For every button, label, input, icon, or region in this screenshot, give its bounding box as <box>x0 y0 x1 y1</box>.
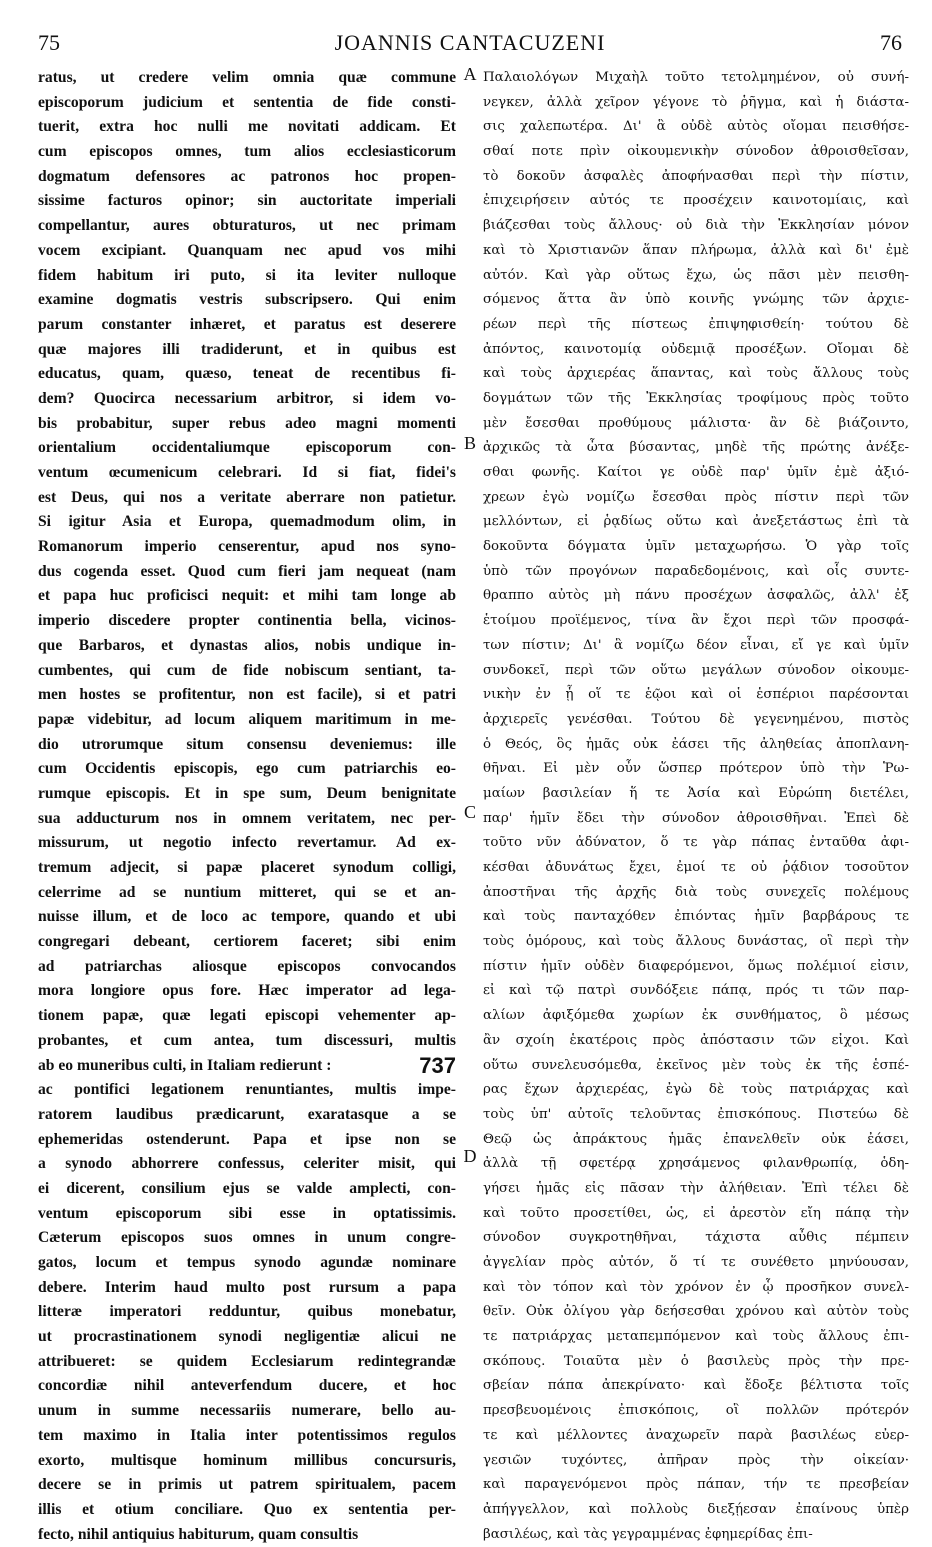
latin-line: Si igitur Asia et Europa, quemadmodum olim, in <box>38 513 456 531</box>
greek-line: ὑπὸ τῶν προγόνων παραδεδομένοις, καὶ οἷς συντε- <box>483 563 909 579</box>
latin-line: Cæterum episcopos suos omnes in unum congre- <box>38 1229 456 1247</box>
greek-line: ρας ἔχων ἀρχιερέας, ἐγὼ δὲ τοὺς πατριάρχας καὶ <box>483 1082 909 1098</box>
latin-line: a synodo abhorrere confessus, celeriter misit, qui <box>38 1155 456 1173</box>
latin-line: litteræ imperatori redduntur, quibus monebatur, <box>38 1303 456 1321</box>
running-head: JOANNIS CANTACUZENI <box>334 30 606 55</box>
section-marker-a: A <box>463 64 477 84</box>
latin-line: et papa huc proficisci nequit: et mihi tam longe ab <box>38 587 456 605</box>
greek-line: τοῦτο νῦν ἀδύνατον, ὅ τε γὰρ πάπας ἐνταῦθα ἀφι- <box>483 835 909 851</box>
greek-line: γεσιῶν τυχόντες, ἀπῆραν πρὸς τὴν οἰκείαν· <box>483 1452 909 1468</box>
latin-line: nuisse illum, et de loco ac tempore, quando et ubi <box>38 908 456 926</box>
latin-line: cum Occidentis episcopis, ego cum patriarchis eo- <box>38 760 456 778</box>
latin-line: missurum, ut negotio infecto revertamur. Ad ex- <box>38 834 456 852</box>
latin-line: debere. Interim haud multo post rursum a papa <box>38 1278 456 1296</box>
greek-line: ἀποστῆναι τῆς ἀρχῆς διὰ τοὺς συνεχεῖς πολέμους <box>483 884 909 900</box>
greek-line: σβείαν πάπα ἀπεκρίνατο· καὶ ἔδοξε βέλτιστα τοῖς <box>483 1378 909 1394</box>
latin-line: illis et otium conciliare. Quo ex sententia per- <box>38 1500 456 1518</box>
latin-line: attribueret: se quidem Ecclesiarum redintegrandæ <box>38 1352 456 1370</box>
latin-line: vocem excipiant. Quanquam nec apud vos mihi <box>38 241 456 259</box>
greek-line: καὶ τοὺς ἀρχιερέας ἅπαντας, καὶ τοὺς ἄλλους τοὺς <box>483 366 909 382</box>
greek-line: οὕτω συνελευσόμεθα, ἐκεῖνος μὲν τοὺς ἐκ τῆς ἑσπέ- <box>483 1057 909 1073</box>
greek-line: μελλόντων, εἰ ῥᾳδίως οὕτω καὶ ἀνεξετάστως ἐπὶ τὰ <box>483 514 909 530</box>
greek-line: νεγκεν, ἀλλὰ χεῖρον γέγονε τὸ ῥῆγμα, καὶ ἡ διάστα- <box>483 94 909 110</box>
latin-line: ratus, ut credere velim omnia quæ commune <box>38 69 456 86</box>
greek-line: τοὺς ὑπ' αὐτοῖς τελοῦντας ἐπισκόπους. Πιστεύω δὲ <box>483 1106 909 1122</box>
greek-line: νικὴν ἐν ᾗ οἵ τε ἑῷοι καὶ οἱ ἑσπέριοι παρέσονται <box>483 687 909 703</box>
greek-line: ἀγγελίαν πρὸς αὐτόν, ὅ τί τε συνέθετο μηνύουσαν, <box>483 1255 909 1270</box>
greek-line: σόμενος ἅττα ἂν ὑπὸ κοινῆς γνώμης τῶν ἀρχιε- <box>483 292 909 308</box>
greek-line: σκόπους. Τοιαῦτα μὲν ὁ βασιλεὺς πρὸς τὴν πρε- <box>483 1353 909 1369</box>
greek-line: καὶ παραγενόμενοι πρὸς πάπαν, τήν τε πρεσβείαν <box>483 1477 909 1493</box>
latin-line: probantes, et cum antea, tum discessuri, multis <box>38 1031 456 1049</box>
greek-line: καὶ τὸ Χριστιανῶν ἅπαν πλήρωμα, ἀλλὰ καὶ δι' ἐμὲ <box>483 242 909 258</box>
greek-line: ἀπήγγελλον, καὶ πολλοὺς διεξῄεσαν ἐπαίνους ὑπὲρ <box>483 1501 909 1517</box>
latin-line: imperio discedere propter continentia bella, vicinos- <box>38 612 456 630</box>
greek-line: θῆναι. Εἰ μὲν οὖν ὥσπερ πρότερον ὑπὸ τὴν Ῥω- <box>483 761 909 777</box>
latin-line: ratorem laudibus prædicarunt, exaratasque a se <box>38 1105 456 1123</box>
greek-line: Παλαιολόγων Μιχαὴλ τοῦτο τετολμημένον, οὐ συνή- <box>483 70 909 85</box>
latin-line: dus cogenda esset. Quod cum fieri jam nequeat (nam <box>38 562 456 580</box>
latin-line: tem maximo in Italia inter potentissimos regulos <box>38 1426 456 1444</box>
latin-line: sissime facturos opinor; sin auctoritate imperiali <box>38 192 456 210</box>
latin-line: examine dogmatis vestris subscripsero. Qui enim <box>38 291 456 309</box>
greek-line: ἑτοίμου προϊέμενος, τίνα ἂν ἔχοι περὶ τῶν προσφά- <box>483 613 909 629</box>
latin-line: congregari debeant, certiorem faceret; sibi enim <box>38 933 456 951</box>
latin-line: episcoporum judicium et sententia de fide consti- <box>38 93 456 111</box>
latin-line: est Deus, qui nos a veritate aberrare non patietur. <box>38 488 456 506</box>
greek-line: των πίστιν; Δι' ἃ νομίζω δέον εἶναι, εἴ γε καὶ ὑμῖν <box>483 637 909 653</box>
latin-line: bis probabitur, super rebus adeo magni momenti <box>38 414 456 432</box>
page-number-right: 76 <box>880 30 902 55</box>
latin-line: fecto, nihil antiquius habiturum, quam consultis <box>38 1525 359 1543</box>
greek-line: σύνοδον συγκροτηθῆναι, τάχιστα αὖθις πέμπειν <box>483 1230 909 1246</box>
latin-line: dogmatum defensores ac patronos hoc propen- <box>38 167 456 185</box>
greek-line: καὶ τοῦτο προσετίθει, ὡς, εἰ ἀρεστὸν εἴη πάπᾳ τὴν <box>483 1205 909 1221</box>
latin-line: rumque episcopis. Et in spe sum, Deum benignitate <box>38 784 456 802</box>
greek-line: ἂν σχοίη ἑκατέροις πρὸς ἀπόστασιν τῶν εἰχοι. Καὶ <box>483 1032 909 1048</box>
greek-line: κέσθαι ἀδυνάτως ἔχει, ἐμοί τε οὐ ῥᾴδιον τοσοῦτον <box>483 860 909 875</box>
greek-line: πρεσβευομένοις ἐπισκόποις, οἳ πολλῶν πρότερόν <box>483 1403 909 1419</box>
column-number-mark: 737 <box>419 1052 456 1078</box>
latin-line: orientalium occidentaliumque episcoporum con- <box>38 439 456 457</box>
latin-line: gatos, locum et tempus synodo agundæ nominare <box>38 1254 456 1271</box>
greek-column <box>483 66 909 1547</box>
greek-line: σις χαλεπωτέρα. Δι' ἃ οὐδὲ αὐτὸς οἴομαι πεισθήσε- <box>483 119 909 135</box>
latin-line: tionem papæ, quæ legati episcopi vehementer ap- <box>38 1007 456 1025</box>
greek-line: εἰ καὶ τῷ πατρὶ συνδόξειε πάπᾳ, πρός τι τῶν παρ- <box>483 983 909 999</box>
latin-line: Romanorum imperio censerentur, apud nos syno- <box>38 538 456 556</box>
greek-line: καὶ τοὺς πανταχόθεν ἐπιόντας ἡμῖν βαρβάρους τε <box>483 909 909 925</box>
latin-line: tuerit, extra hoc nulli me novitati addicam. Et <box>38 118 456 136</box>
latin-line: ventum episcoporum sibi esse in optatissimis. <box>38 1204 456 1222</box>
greek-line: τὸ δοκοῦν ἀσφαλὲς ἀποφήνασθαι περὶ τὴν πίστιν, <box>483 168 909 184</box>
latin-line: tremum adjecit, si papæ placeret synodum colligi, <box>38 859 456 876</box>
greek-line: ἐπιχειρήσειν αὐτός τε προσέχειν καινοτομίαις, καὶ <box>483 193 909 209</box>
latin-line: decere se in primis ut patrem spiritualem, pacem <box>38 1476 456 1494</box>
page-header <box>38 30 902 60</box>
greek-line: τε καὶ μέλλοντες ἀναχωρεῖν παρὰ βασιλέως εὐερ- <box>483 1427 909 1443</box>
greek-line: αλίων ἀφιξόμεθα χωρίων ἐκ συνθήματος, ὃ μέσως <box>483 1008 909 1024</box>
greek-line: παρ' ἡμῖν ἔδει τὴν σύνοδον ἀθροισθῆναι. Ἐπεὶ δὲ <box>483 810 909 826</box>
greek-line: χρεων ἐγὼ νομίζω ἔσεσθαι πρὸς πίστιν περὶ τῶν <box>483 489 909 505</box>
greek-line: μὲν ἔσεσθαι προθύμους μάλιστα· ἂν δὲ βιάζοιντο, <box>483 415 909 431</box>
greek-line: δοκοῦντα δόγματα ὑμῖν μεταχωρήσω. Ὁ γὰρ τοῖς <box>483 539 909 555</box>
latin-line: fidem habitum iri puto, si ita leviter nulloque <box>38 266 456 284</box>
section-marker-d: D <box>463 1146 477 1166</box>
latin-line: sua adducturum nos in omnem veritatem, nec per- <box>38 809 456 827</box>
latin-line: que Barbaros, et dynastas alios, nobis undique in- <box>38 636 456 654</box>
greek-line: συνδοκεῖ, περὶ τῶν οὕτω μεγάλων σύνοδον οἰκουμε- <box>483 662 909 678</box>
section-marker-c: C <box>463 802 476 822</box>
latin-line: ab eo muneribus culti, in Italiam redierunt : <box>38 1056 332 1074</box>
latin-line: quæ majores illi tradiderunt, et in quibus est <box>38 340 456 358</box>
greek-line: καὶ τὸν τόπον καὶ τὸν χρόνον ἐν ᾧ προσῆκον συνελ- <box>483 1279 909 1295</box>
latin-line: cumbentes, qui cum de fide nobiscum sentiant, ta- <box>38 661 456 679</box>
greek-line: σθαί ποτε πρὶν οἰκουμενικὴν σύνοδον ἀθροισθεῖσαν, <box>483 144 909 160</box>
greek-line: ὁ Θεός, ὃς ἡμᾶς οὐκ ἐάσει τῆς ἀληθείας ἀποπλανη- <box>483 736 909 752</box>
latin-line: dio utrorumque situm consensu deveniemus: ille <box>38 735 456 753</box>
latin-line: exorto, multisque hominum millibus concursuris, <box>38 1451 456 1469</box>
latin-line: parum constanter inhæret, et paratus est deserere <box>38 315 456 333</box>
greek-line: γήσει ἡμᾶς εἰς πᾶσαν τὴν ἀλήθειαν. Ἐπὶ τέλει δὲ <box>483 1180 909 1196</box>
greek-line: θραππο αὐτὸς μὴ πάνυ προσέχων ἀσφαλῶς, ἀλλ' ἐξ <box>483 588 909 604</box>
latin-line: cum episcopos omnes, tum alios ecclesiasticorum <box>38 143 456 161</box>
page-number-left: 75 <box>38 30 60 55</box>
greek-line: αὐτόν. Καὶ γὰρ οὕτως ἔχω, ὡς πᾶσι μὲν πεισθη- <box>483 267 909 283</box>
latin-line: celerrime ad se nuntium mitteret, qui se et an- <box>38 883 456 901</box>
latin-line: ad patriarchas aliosque episcopos convocandos <box>38 957 456 975</box>
greek-line: ἀλλὰ τῇ σφετέρᾳ χρησάμενος φιλανθρωπίᾳ, ὁδη- <box>483 1156 909 1172</box>
greek-line: δογμάτων τῶν τῆς Ἐκκλησίας τροφίμους πρὸς τοῦτο <box>483 390 909 406</box>
section-marker-b: B <box>463 433 476 453</box>
greek-line: ἀπόντος, καινοτομίᾳ οὐδεμιᾷ προσέξων. Οἴομαι δὲ <box>483 341 909 357</box>
latin-line: dem? Quocirca necessarium arbitror, si idem vo- <box>38 389 456 407</box>
greek-line: θεῖν. Οὐκ ὀλίγου γὰρ δεήσεσθαι χρόνου καὶ αὐτὸν τοὺς <box>483 1304 909 1320</box>
greek-line: τοὺς ὁμόρους, καὶ τοὺς ἄλλους δυνάστας, οἳ περὶ τὴν <box>483 934 909 950</box>
greek-line: τε πατριάρχας μεταπεμπόμενον καὶ τοὺς ἄλλους ἐπι- <box>483 1329 909 1345</box>
latin-line: mora longiore opus fore. Hæc imperator ad lega- <box>38 982 456 1000</box>
latin-line: ventum œcumenicum celebrari. Id si fiat, fidei's <box>38 464 456 481</box>
greek-line: σθαι φωνῆς. Καίτοι γε οὐδὲ παρ' ὑμῖν ἐμὲ ἀξιό- <box>483 465 909 480</box>
latin-line: educatus, quam, quæso, teneat de recentibus fi- <box>38 365 456 383</box>
greek-line: ρέων περὶ τῆς πίστεως ἐπιψηφισθείη· τούτου δὲ <box>483 316 909 332</box>
latin-line: ei dicerent, consilium ejus se valde amplecti, con- <box>38 1179 456 1197</box>
latin-line: ephemeridas ostenderunt. Papa et ipse non se <box>38 1130 456 1148</box>
greek-line: πίστιν ἡμῖν οὐδὲν διαφερόμενοι, ὅμως πολέμιοί εἰσιν, <box>483 958 909 974</box>
latin-line: concordiæ nihil anteverfendum ducere, et hoc <box>38 1377 456 1395</box>
greek-line: βιάζεσθαι τοὺς ἄλλους· οὐ διὰ τὴν Ἐκκλησίαν μόνον <box>483 218 909 234</box>
greek-line: βασιλέως, καὶ τὰς γεγραμμένας ἐφημερίδας ἐπι- <box>483 1526 813 1542</box>
greek-line: μαίων βασιλείαν ἥ τε Ἀσία καὶ Εὐρώπη διετέλει, <box>483 785 909 801</box>
greek-line: ἀρχιερεῖς γενέσθαι. Τούτου δὲ γεγενημένου, πιστὸς <box>483 711 909 727</box>
latin-line: papæ videbitur, ad locum aliquem maritimum in me- <box>38 710 456 728</box>
latin-line: ut procrastinationem synodi negligentiæ alicui ne <box>38 1328 456 1346</box>
latin-column <box>38 66 456 1547</box>
latin-line: unum in summe necessariis numerare, bello au- <box>38 1402 456 1420</box>
greek-line: Θεῷ ὡς ἀπράκτους ἡμᾶς ἐπανελθεῖν οὐκ ἐάσει, <box>483 1131 909 1147</box>
latin-line: ac pontifici legationem renuntiantes, multis impe- <box>38 1081 456 1099</box>
greek-line: ἀρχικῶς τὰ ὦτα βύσαντας, μηδὲ τῆς πρώτης ἀνέξε- <box>483 440 909 456</box>
latin-line: compellantur, aures obturaturos, ut nec primam <box>38 217 456 235</box>
latin-line: men hostes se profitentur, non est facile), si et patri <box>38 686 456 704</box>
